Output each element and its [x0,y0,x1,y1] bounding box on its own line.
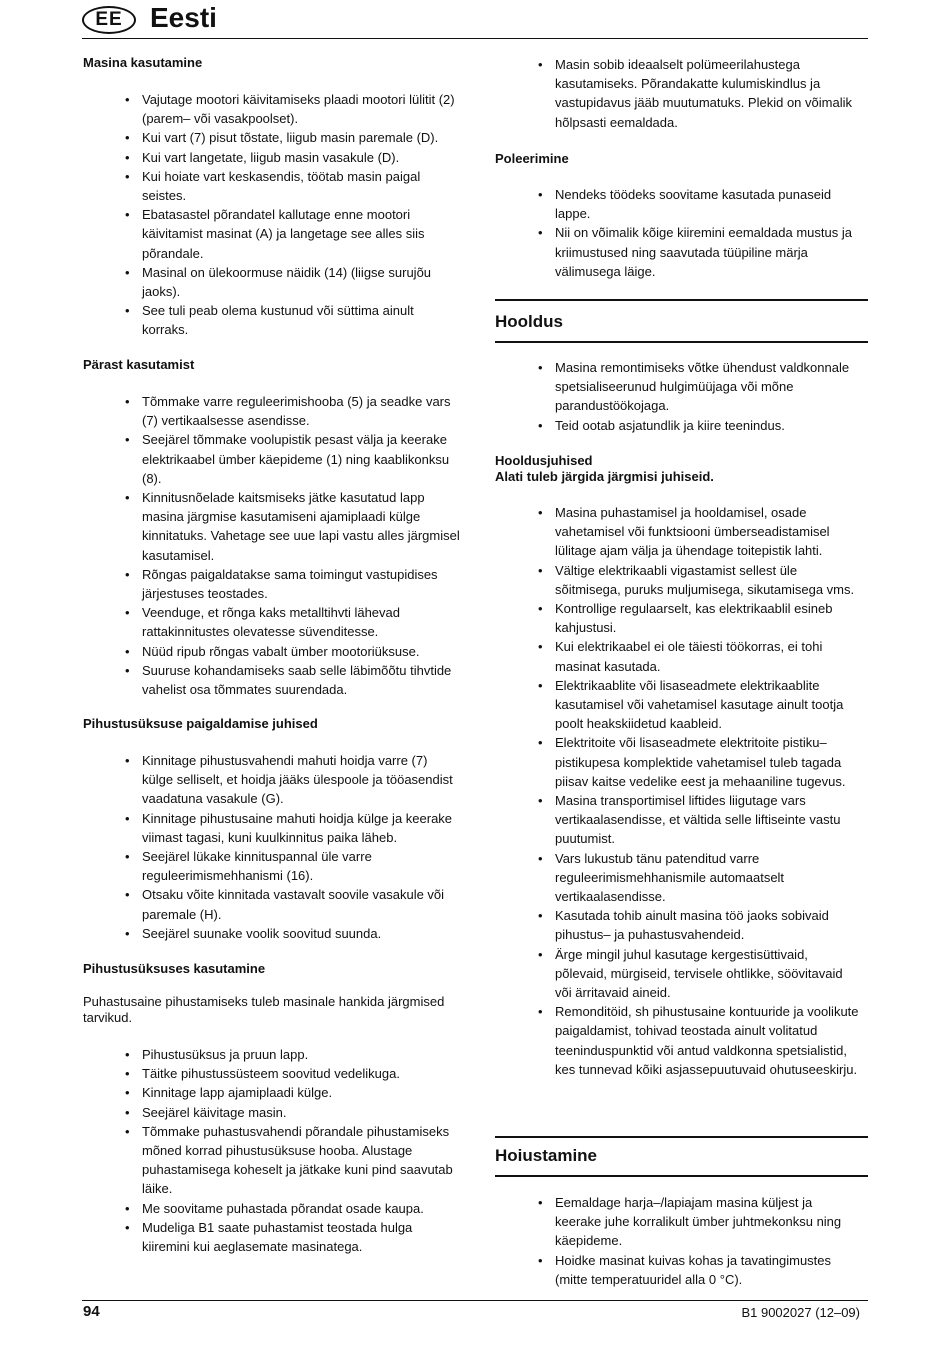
list-item: • Kinnitage pihustusaine mahuti hoidja külge ja keerake viimast tagasi, kuni kuulkinnitus paika läheb. [142,809,462,847]
list-item: • Nüüd ripub rõngas vabalt ümber mootoriüksuse. [142,642,462,661]
list-hooldus [555,358,860,435]
list-item: • Täitke pihustussüsteem soovitud vedelikuga. [142,1064,462,1083]
section-heading-hooldusjuhised: Hooldusjuhised [495,453,593,468]
document-code: B1 9002027 (12–09) [741,1305,860,1320]
list-item: • Seejärel tõmmake voolupistik pesast välja ja keerake elektrikaabel ümber käepideme (1) ning kaablikonksu (8). [142,430,462,488]
list-item: • Tõmmake varre reguleerimishooba (5) ja seadke vars (7) vertikaalsesse asendisse. [142,392,462,430]
header-divider [82,38,868,39]
list-item: • Masin sobib ideaalselt polümeerilahustega kasutamiseks. Põrandakatte kulumiskindlus ja vastupidavus jääb muutumatuks. Plekid on võimalik hõlpsasti eemaldada. [555,55,860,132]
list-item: • Elektrikaablite või lisaseadmete elektrikaablite kasutamisel või vahetamisel kasutage ainult tootja poolt heakskiidetud kaableid. [555,676,860,734]
divider [495,299,868,301]
list-item: • Ärge mingil juhul kasutage kergestisüttivaid, põlevaid, mürgiseid, tervisele ohtlikke, söövitavaid või ärritavaid aineid. [555,945,860,1003]
list-item: • Seejärel lükake kinnituspannal üle varre reguleerimismehhanismi (16). [142,847,462,885]
list-item: • Elektritoite või lisaseadmete elektritoite pistiku–pistikupesa komplektide vahetamisel tuleb tagada piisav kaitse vedelike eest ja mehaaniline tugevus. [555,733,860,791]
list-item: • Kinnitusnõelade kaitsmiseks jätke kasutatud lapp masina järgmise kasutamiseni ajamiplaadi külge kinnitatuks. Vahetage see uue lapi vastu alles järgmisel kasutamisel. [142,488,462,565]
divider [495,1136,868,1138]
page-number: 94 [83,1303,100,1320]
list-item: • Veenduge, et rõnga kaks metalltihvti lähevad rattakinnitustes olevatesse süvenditesse. [142,603,462,641]
list-item: • Kui hoiate vart keskasendis, töötab masin paigal seistes. [142,167,462,205]
list-item: • Kinnitage pihustusvahendi mahuti hoidja varre (7) külge selliselt, et hoidja jääks ülespoole ja tööasendist vaadatuna vasakule (G). [142,751,462,809]
list-item: • Seejärel suunake voolik soovitud suunda. [142,924,462,943]
list-item: • Mudeliga B1 saate puhastamist teostada hulga kiiremini kui aeglasemate masinatega. [142,1218,462,1256]
intro-paragraph: Puhastusaine pihustamiseks tuleb masinale hankida järgmised tarvikud. [83,994,445,1025]
major-heading-hoiustamine: Hoiustamine [495,1146,868,1177]
list-poleerimine [555,185,860,281]
list-item: • Kontrollige regulaarselt, kas elektrikaablil esineb kahjustusi. [555,599,860,637]
list-pihustusuksuse-paigaldamine [142,751,462,943]
list-hooldusjuhised [555,503,860,1079]
section-heading-poleerimine: Poleerimine [495,151,569,166]
language-code: EE [95,9,123,30]
list-item: • Kui vart (7) pisut tõstate, liigub masin paremale (D). [142,128,462,147]
list-polymer-intro [555,55,860,132]
list-item: • Remonditöid, sh pihustusaine kontuuride ja voolikute paigaldamist, tohivad teostada ainult volitatud teeninduspunktid või antud valdkonna spetsialistid, kes tunnevad kõiki asjassepuutuvaid ohutuseeskirju. [555,1002,860,1079]
list-item: • Masina puhastamisel ja hooldamisel, osade vahetamisel või funktsiooni ümberseadistamisel lülitage ajam välja ja ühendage toitepistik lahti. [555,503,860,561]
section-heading-masina-kasutamine: Masina kasutamine [83,55,203,70]
list-pihustusuksuses-kasutamine [142,1045,462,1256]
list-item: • Eemaldage harja–/lapiajam masina küljest ja keerake juhe korralikult ümber juhtmekonksu ning käepideme. [555,1193,860,1251]
list-item: • Kinnitage lapp ajamiplaadi külge. [142,1083,462,1102]
list-item: • Suuruse kohandamiseks saab selle läbimõõtu tihvtide vahelist osa tõmmates suurendada. [142,661,462,699]
list-item: • Masinal on ülekoormuse näidik (14) (liigse surujõu jaoks). [142,263,462,301]
list-masina-kasutamine [142,90,462,340]
list-item: • Vars lukustub tänu patenditud varre reguleerimismehhanismile automaatselt vertikaalasendisse. [555,849,860,907]
list-item: • Masina transportimisel liftides liigutage vars vertikaalasendisse, et vältida selle liftiseinte vastu puutumist. [555,791,860,849]
list-item: • Rõngas paigaldatakse sama toimingut vastupidises järjestuses teostades. [142,565,462,603]
section-heading-parast-kasutamist: Pärast kasutamist [83,357,195,372]
list-hoiustamine [555,1193,860,1289]
list-item: • Masina remontimiseks võtke ühendust valdkonnale spetsialiseerunud hulgimüüjaga või mõne parandustöökojaga. [555,358,860,416]
list-item: • Ebatasastel põrandatel kallutage enne mootori käivitamist masinat (A) ja langetage see alles siis põrandale. [142,205,462,263]
language-title: Eesti [150,2,217,33]
list-item: • See tuli peab olema kustunud või süttima ainult korraks. [142,301,462,339]
list-item: • Vältige elektrikaabli vigastamist sellest üle sõitmisega, puruks muljumisega, sikutamisega vms. [555,561,860,599]
list-item: • Kasutada tohib ainult masina töö jaoks sobivaid pihustus– ja puhastusvahendeid. [555,906,860,944]
list-item: • Otsaku võite kinnitada vastavalt soovile vasakule või paremale (H). [142,885,462,923]
list-item: • Seejärel käivitage masin. [142,1103,462,1122]
list-item: • Nii on võimalik kõige kiiremini eemaldada mustus ja kriimustused ning saavutada tüüpiline märja välimusega läige. [555,223,860,281]
list-item: • Kui elektrikaabel ei ole täiesti töökorras, ei tohi masinat kasutada. [555,637,860,675]
section-subheading-hooldusjuhised: Alati tuleb järgida järgmisi juhiseid. [495,469,714,484]
footer-divider [82,1300,868,1301]
major-heading-hooldus: Hooldus [495,312,868,343]
list-item: • Hoidke masinat kuivas kohas ja tavatingimustes (mitte temperatuuridel alla 0 °C). [555,1251,860,1289]
list-item: • Me soovitame puhastada põrandat osade kaupa. [142,1199,462,1218]
section-heading-pihustusuksuses-kasutamine: Pihustusüksuses kasutamine [83,961,266,976]
list-item: • Teid ootab asjatundlik ja kiire teenindus. [555,416,860,435]
list-item: • Vajutage mootori käivitamiseks plaadi mootori lülitit (2) (parem– või vasakpoolset). [142,90,462,128]
language-badge [82,6,136,34]
section-heading-pihustusuksuse-paigaldamise-juhised: Pihustusüksuse paigaldamise juhised [83,716,318,731]
list-item: • Pihustusüksus ja pruun lapp. [142,1045,462,1064]
list-parast-kasutamist [142,392,462,699]
list-item: • Kui vart langetate, liigub masin vasakule (D). [142,148,462,167]
list-item: • Tõmmake puhastusvahendi põrandale pihustamiseks mõned korrad pihustusüksuse hooba. Alustage puhastamisega koheselt ja jätkake kuni pind saavutab läike. [142,1122,462,1199]
list-item: • Nendeks töödeks soovitame kasutada punaseid lappe. [555,185,860,223]
